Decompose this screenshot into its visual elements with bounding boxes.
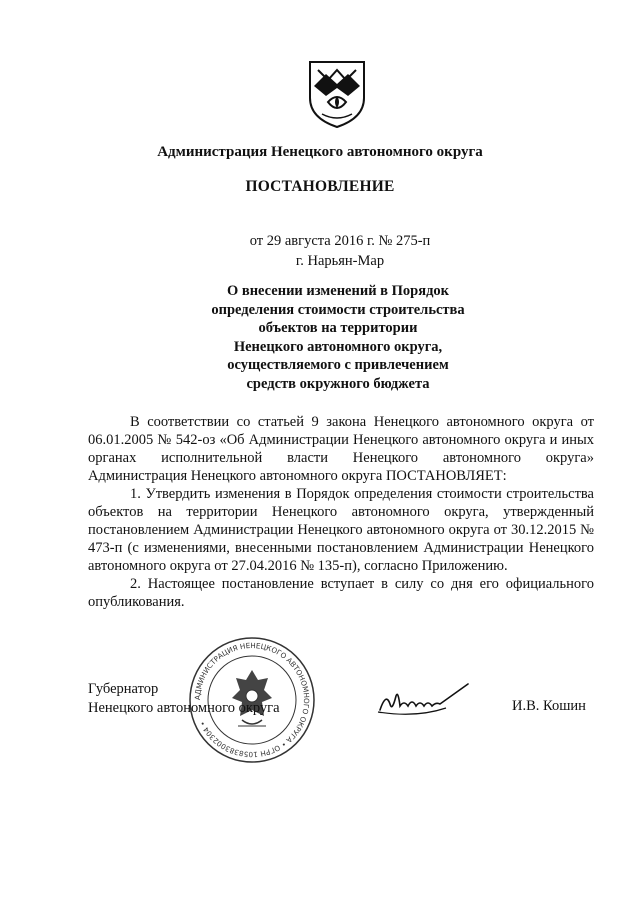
subject-line: О внесении изменений в Порядок	[226, 283, 450, 299]
subject-line: определения стоимости строительства	[211, 301, 465, 318]
subject-line: осуществляемого с привлечением	[227, 357, 449, 373]
body-paragraph-intro-end: Администрация Ненецкого автономного округа ПОСТАНОВЛЯЕТ:	[88, 468, 507, 484]
body-paragraph-item-2: 2. Настоящее постановление вступает в силу со дня его официального опубликования.	[88, 576, 594, 610]
document-body	[88, 413, 594, 611]
body-paragraph-item-1: 1. Утвердить изменения в Порядок определения стоимости строительства объектов на территории Ненецкого автономного округа, утвержденный постановлением Администрации Ненецкого автономного округа от 30.12.2015 № 473-п (с изменениями, внесенными постановлением Администрации Ненецкого автономного округа от 27.04.2016 № 135-п), согласно Приложению.	[88, 486, 594, 574]
document-type: ПОСТАНОВЛЕНИЕ	[245, 178, 395, 195]
document-city: г. Нарьян-Мар	[295, 253, 385, 269]
signatory-title-line: Губернатор	[88, 681, 159, 697]
document-subject	[0, 282, 640, 393]
signatory-title-line: Ненецкого автономного округа	[88, 700, 280, 716]
organization-name: Администрация Ненецкого автономного округа	[157, 144, 483, 160]
subject-line: средств окружного бюджета	[246, 375, 430, 392]
handwritten-signature-icon	[376, 682, 472, 722]
subject-line: Ненецкого автономного округа,	[233, 338, 443, 355]
document-date-number: от 29 августа 2016 г. № 275-п	[249, 233, 431, 249]
subject-line: объектов на территории	[258, 320, 418, 336]
signatory-title	[88, 680, 280, 718]
signatory-name: И.В. Кошин	[512, 698, 586, 714]
coat-of-arms-icon	[306, 58, 368, 130]
seal-outer-text: АДМИНИСТРАЦИЯ НЕНЕЦКОГО АВТОНОМНОГО ОКРУГА • ОГРН 1058383002304 •	[192, 640, 312, 760]
body-paragraph-intro: В соответствии со статьей 9 закона Ненецкого автономного округа от 06.01.2005 № 542-оз «Об Администрации Ненецкого автономного округа и иных органах исполнительной власти Ненецкого автономного округа»	[88, 414, 594, 466]
